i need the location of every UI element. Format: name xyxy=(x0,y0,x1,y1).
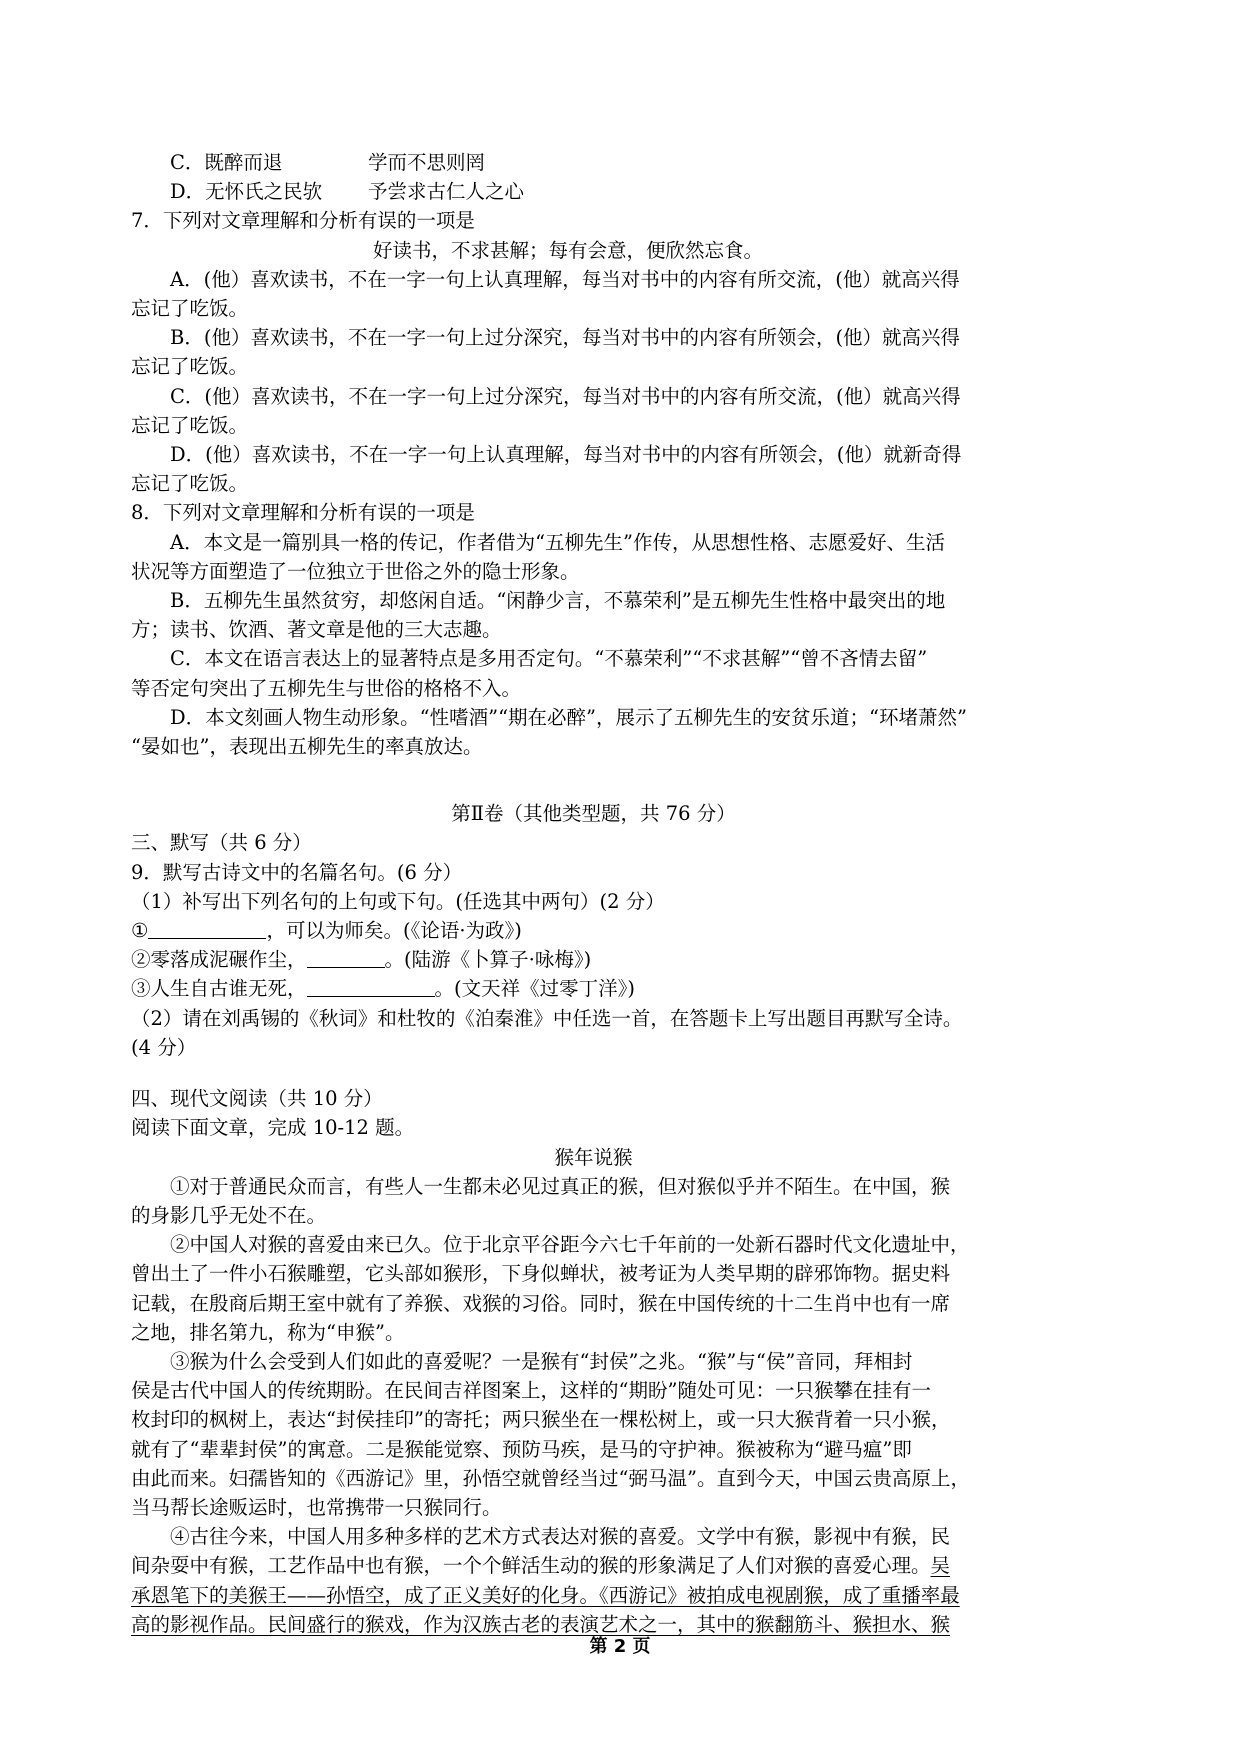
page-content xyxy=(131,148,1056,1639)
q9-item-1 xyxy=(131,916,1056,945)
q8-option-a: A．本文是一篇别具一格的传记，作者借为“五柳先生”作传，从思想性格、志愿爱好、生活 xyxy=(170,530,946,554)
item-post: ，可以为师矣。(《论语·为政》) xyxy=(266,919,522,943)
q8-option-c-cont: 等否定句突出了五柳先生与世俗的格格不入。 xyxy=(131,676,522,700)
answer-blank xyxy=(307,976,435,997)
q9-stem: 9．默写古诗文中的名篇名句。(6 分） xyxy=(131,860,463,884)
option-text: 予尝求古仁人之心 xyxy=(368,180,525,204)
paragraph-1-line: ①对于普通民众而言，有些人一生都未必见过真正的猴，但对猴似乎并不陌生。在中国，猴 xyxy=(170,1174,951,1198)
item-post: 。(文天祥《过零丁洋》) xyxy=(434,977,635,1001)
paragraph-3-line: 侯是古代中国人的传统期盼。在民间吉祥图案上，这样的“期盼”随处可见：一只猴攀在挂有一 xyxy=(131,1379,931,1403)
q8-stem: 8．下列对文章理解和分析有误的一项是 xyxy=(131,501,475,525)
option-text: 学而不思则罔 xyxy=(368,151,486,174)
item-pre: 零落成泥碾作尘， xyxy=(150,948,307,972)
q7-option-b: B．(他）喜欢读书，不在一字一句上过分深究，每当对书中的内容有所领会，(他）就高兴得 xyxy=(170,326,961,350)
q8-option-c: C．本文在语言表达上的显著特点是多用否定句。“不慕荣利”“不求甚解”“曾不吝情去留” xyxy=(170,647,928,671)
q7-option-c: C．(他）喜欢读书，不在一字一句上过分深究，每当对书中的内容有所交流，(他）就高兴得 xyxy=(170,384,961,408)
paragraph-3-line: 当马帮长途贩运时，也常携带一只猴同行。 xyxy=(131,1495,502,1519)
answer-blank xyxy=(148,918,266,939)
item-pre: 人生自古谁无死， xyxy=(150,977,307,1001)
paragraph-1-line: 的身影几乎无处不在。 xyxy=(131,1203,327,1227)
paragraph-4-line: ④古往今来，中国人用多种多样的艺术方式表达对猴的喜爱。文学中有猴，影视中有猴，民 xyxy=(170,1525,951,1549)
spacer xyxy=(131,1062,1056,1084)
q7-option-b-cont: 忘记了吃饭。 xyxy=(131,355,249,379)
paragraph-4-line xyxy=(131,1581,1056,1610)
q9-sub2-cont: (4 分） xyxy=(131,1035,197,1059)
paragraph-3-line: 枚封印的枫树上，表达“封侯挂印”的寄托；两只猴坐在一棵松树上，或一只大猴背着一只小猴， xyxy=(131,1408,951,1432)
paragraph-3-line: 就有了“辈辈封侯”的寓意。二是猴能觉察、预防马疾，是马的守护神。猴被称为“避马瘟”即 xyxy=(131,1437,912,1461)
q7-option-d: D．(他）喜欢读书，不在一字一句上认真理解，每当对书中的内容有所领会，(他）就新奇得 xyxy=(170,443,962,467)
article-title: 猴年说猴 xyxy=(554,1145,633,1169)
item-number: ① xyxy=(131,919,149,943)
paragraph-2-line: 之地，排名第九，称为“申猴”。 xyxy=(131,1320,405,1344)
paragraph-3-line: ③猴为什么会受到人们如此的喜爱呢？一是猴有“封侯”之兆。“猴”与“侯”音同，拜相封 xyxy=(170,1349,913,1373)
q9-item-2 xyxy=(131,945,1056,974)
option-label: C．既醉而退 xyxy=(170,151,283,174)
section4-heading: 四、现代文阅读（共 10 分） xyxy=(131,1087,383,1111)
paragraph-2-line: 记载，在殷商后期王室中就有了养猴、戏猴的习俗。同时，猴在中国传统的十二生肖中也有一席 xyxy=(131,1291,951,1315)
q7-option-c-cont: 忘记了吃饭。 xyxy=(131,413,249,437)
underlined-sentence: 吴 xyxy=(930,1554,951,1578)
item-number: ③ xyxy=(131,977,151,1001)
q7-option-d-cont: 忘记了吃饭。 xyxy=(131,472,249,496)
q8-option-a-cont: 状况等方面塑造了一位独立于世俗之外的隐士形象。 xyxy=(131,559,580,583)
q7-quote: 好读书，不求甚解；每有会意，便欣然忘食。 xyxy=(373,238,764,262)
paragraph-4-line xyxy=(131,1551,1056,1580)
q7-option-a: A．(他）喜欢读书，不在一字一句上认真理解，每当对书中的内容有所交流，(他）就高兴得 xyxy=(170,267,960,291)
paragraph-2-line: ②中国人对猴的喜爱由来已久。位于北京平谷距今六七千年前的一处新石器时代文化遗址中， xyxy=(170,1233,970,1257)
q8-option-b: B．五柳先生虽然贫穷，却悠闲自适。“闲静少言，不慕荣利”是五柳先生性格中最突出的地 xyxy=(170,589,946,613)
q9-item-3 xyxy=(131,974,1056,1003)
q6-option-d xyxy=(131,177,1056,206)
underlined-sentence: 高的影视作品。民间盛行的猴戏，作为汉族古老的表演艺术之一，其中的猴翻筋斗、猴担水、猴 xyxy=(131,1612,951,1636)
paragraph-3-line: 由此而来。妇孺皆知的《西游记》里，孙悟空就曾经当过“弼马温”。直到今天，中国云贵高原上， xyxy=(131,1466,970,1490)
spacer xyxy=(131,761,1056,799)
q8-option-b-cont: 方；读书、饮酒、著文章是他的三大志趣。 xyxy=(131,618,502,642)
page-number: 第 2 页 xyxy=(589,1636,651,1657)
underlined-sentence: 承恩笔下的美猴王——孙悟空，成了正义美好的化身。《西游记》被拍成电视剧猴，成了重播率最 xyxy=(131,1583,960,1607)
paragraph-4-text: 间杂耍中有猴，工艺作品中也有猴，一个个鲜活生动的猴的形象满足了人们对猴的喜爱心理。 xyxy=(131,1554,931,1578)
item-post: 。(陆游《卜算子·咏梅》) xyxy=(384,948,592,972)
section3-heading: 三、默写（共 6 分） xyxy=(131,831,312,855)
paragraph-2-line: 曾出土了一件小石猴雕塑，它头部如猴形，下身似蝉状，被考证为人类早期的辟邪饰物。据史料 xyxy=(131,1262,951,1286)
q8-option-d: D．本文刻画人物生动形象。“性嗜酒”“期在必醉”，展示了五柳先生的安贫乐道；“环堵萧然” xyxy=(170,705,967,729)
q6-option-c xyxy=(131,148,1056,177)
q8-option-d-cont: “晏如也”，表现出五柳先生的率真放达。 xyxy=(131,735,483,759)
option-label: D．无怀氏之民欤 xyxy=(170,180,323,204)
q7-option-a-cont: 忘记了吃饭。 xyxy=(131,297,249,321)
q9-sub1: （1）补写出下列名句的上句或下句。(任选其中两句）(2 分） xyxy=(131,889,665,913)
part2-title: 第Ⅱ卷（其他类型题，共 76 分） xyxy=(451,802,736,826)
q7-stem: 7．下列对文章理解和分析有误的一项是 xyxy=(131,209,475,233)
q9-sub2: （2）请在刘禹锡的《秋词》和杜牧的《泊秦淮》中任选一首，在答题卡上写出题目再默写全诗。 xyxy=(131,1006,963,1030)
reading-instruction: 阅读下面文章，完成 10-12 题。 xyxy=(131,1116,415,1140)
answer-blank xyxy=(307,947,385,968)
item-number: ② xyxy=(131,948,151,972)
